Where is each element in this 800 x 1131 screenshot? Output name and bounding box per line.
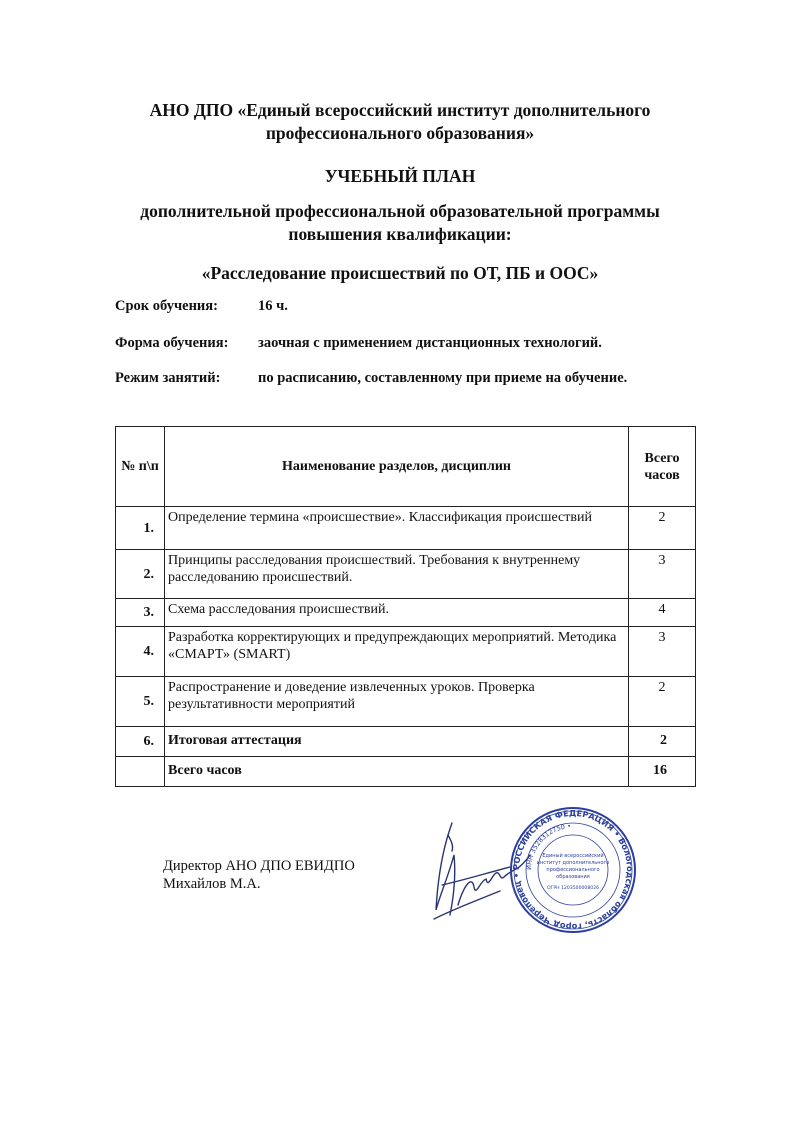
row-name: Схема расследования происшествий. — [165, 599, 629, 627]
stamp-outer-text: РОССИЙСКАЯ ФЕДЕРАЦИЯ • Вологодская область, город Череповец • — [510, 807, 636, 933]
row-hours: 2 — [629, 507, 696, 550]
row-hours: 3 — [629, 550, 696, 599]
program-line-1: дополнительной профессиональной образовательной программы — [140, 201, 660, 221]
duration-label: Срок обучения: — [115, 298, 218, 314]
duration-value: 16 ч. — [258, 298, 288, 314]
mode-value: по расписанию, составленному при приеме на обучение. — [258, 370, 628, 386]
header-name: Наименование разделов, дисциплин — [165, 427, 629, 507]
stamp-inner-text: ИНН 3528312750 • — [524, 822, 572, 871]
row-name: Принципы расследования происшествий. Требования к внутреннему расследованию происшествий. — [165, 550, 629, 599]
program-name: «Расследование происшествий по ОТ, ПБ и ООС» — [201, 263, 599, 283]
table-row — [116, 550, 696, 599]
table-row — [116, 599, 696, 627]
row-hours: 3 — [629, 627, 696, 677]
curriculum-table — [115, 426, 696, 787]
program-line-2: повышения квалификации: — [288, 224, 512, 244]
stamp-ogrn: ОГРН 1203500008026 — [546, 886, 600, 891]
signatory-name: Михайлов М.А. — [163, 876, 261, 892]
row-num: 5. — [116, 677, 165, 727]
header-num: № п\п — [116, 427, 165, 507]
signatory-block — [163, 857, 355, 893]
header-hours — [629, 427, 696, 507]
row-num-empty — [116, 757, 165, 787]
program-description — [0, 200, 800, 246]
total-hours: 16 — [629, 757, 696, 787]
row-num: 3. — [116, 599, 165, 627]
row-num: 4. — [116, 627, 165, 677]
stamp-center-line-1: Единый всероссийский — [542, 853, 604, 859]
final-attestation-row — [116, 727, 696, 757]
header-hours-line1: Всего — [644, 450, 680, 466]
form-label: Форма обучения: — [115, 335, 229, 351]
organization-name — [0, 99, 800, 145]
form-value: заочная с применением дистанционных технологий. — [258, 335, 602, 351]
stamp-center-line-4: образования — [556, 874, 590, 880]
row-name: Разработка корректирующих и предупреждающих мероприятий. Методика «СМАРТ» (SMART) — [165, 627, 629, 677]
row-hours: 2 — [629, 677, 696, 727]
total-row — [116, 757, 696, 787]
row-name: Распространение и доведение извлеченных уроков. Проверка результативности мероприятий — [165, 677, 629, 727]
org-line-2: профессионального образования» — [265, 123, 535, 143]
org-line-1: АНО ДПО «Единый всероссийский институт дополнительного — [149, 100, 651, 120]
document-title: УЧЕБНЫЙ ПЛАН — [324, 166, 476, 186]
row-num: 6. — [116, 727, 165, 757]
official-stamp — [508, 805, 638, 935]
row-hours: 4 — [629, 599, 696, 627]
header-hours-line2: часов — [644, 467, 680, 483]
total-label: Всего часов — [165, 757, 629, 787]
signatory-position: Директор АНО ДПО ЕВИДПО — [163, 858, 355, 874]
table-row — [116, 507, 696, 550]
row-num: 1. — [116, 507, 165, 550]
table-row — [116, 677, 696, 727]
row-name: Определение термина «происшествие». Классификация происшествий — [165, 507, 629, 550]
stamp-center-line-2: институт дополнительного — [536, 860, 610, 866]
mode-label: Режим занятий: — [115, 370, 221, 386]
stamp-center-line-3: профессионального — [546, 867, 600, 873]
table-header-row — [116, 427, 696, 507]
row-num: 2. — [116, 550, 165, 599]
table-row — [116, 627, 696, 677]
row-name: Итоговая аттестация — [165, 727, 629, 757]
row-hours: 2 — [629, 727, 696, 757]
